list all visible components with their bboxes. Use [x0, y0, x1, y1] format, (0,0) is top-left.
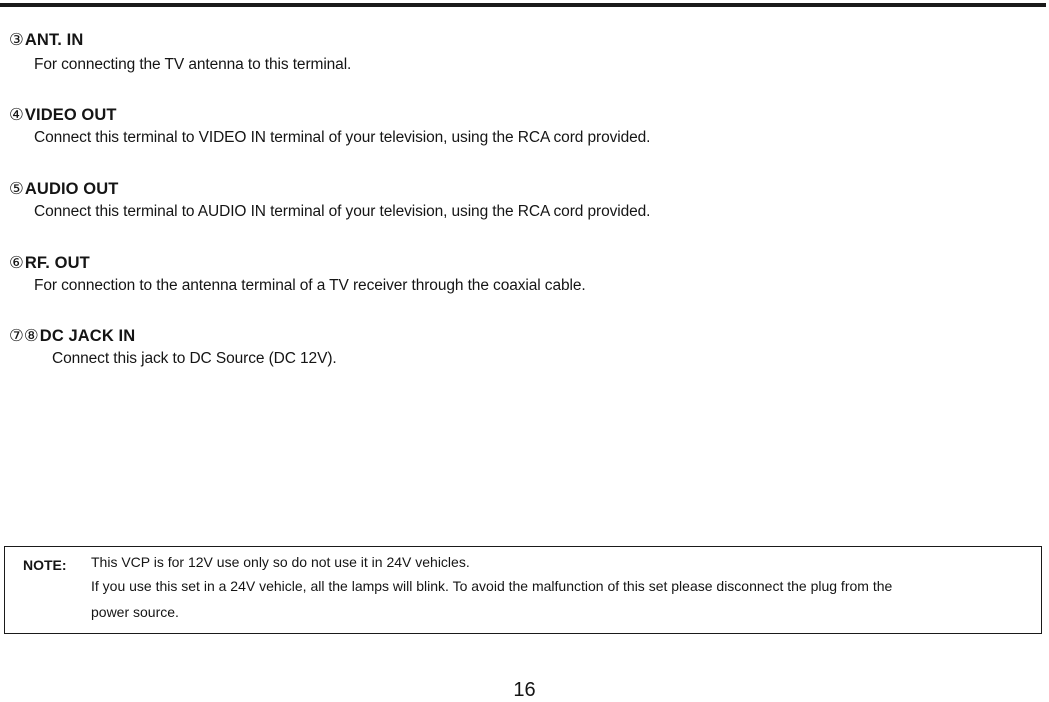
- section-number-5: ⑤: [9, 180, 24, 198]
- section-body-ant-in: For connecting the TV antenna to this terminal.: [34, 56, 352, 73]
- section-number-7-8: ⑦⑧: [9, 327, 39, 345]
- section-body-rf-out: For connection to the antenna terminal of a TV receiver through the coaxial cable.: [34, 277, 586, 294]
- note-line-1: This VCP is for 12V use only so do not use it in 24V vehicles.: [91, 554, 470, 570]
- note-line-2: If you use this set in a 24V vehicle, all the lamps will blink. To avoid the malfunction of this set please disconnect the plug from the: [91, 578, 893, 594]
- note-line-3: power source.: [91, 604, 179, 620]
- section-title-ant-in: ANT. IN: [24, 31, 84, 49]
- page-number: 16: [513, 679, 536, 701]
- section-number-4: ④: [9, 106, 24, 124]
- note-box: [4, 546, 1042, 634]
- section-heading-audio-out: [9, 179, 118, 199]
- section-number-6: ⑥: [9, 254, 24, 272]
- section-heading-dc-jack-in: [9, 326, 135, 346]
- section-heading-video-out: [9, 105, 117, 125]
- section-heading-ant-in: [9, 30, 83, 50]
- section-body-dc-jack-in: Connect this jack to DC Source (DC 12V).: [52, 350, 337, 367]
- section-number-3: ③: [9, 31, 24, 49]
- section-title-audio-out: AUDIO OUT: [24, 180, 119, 198]
- top-rule: [0, 3, 1046, 7]
- section-title-dc-jack-in: DC JACK IN: [39, 327, 136, 345]
- note-label: NOTE:: [23, 557, 67, 573]
- section-title-video-out: VIDEO OUT: [24, 106, 117, 124]
- section-body-video-out: Connect this terminal to VIDEO IN terminal of your television, using the RCA cord provided.: [34, 129, 651, 146]
- section-body-audio-out: Connect this terminal to AUDIO IN terminal of your television, using the RCA cord provided.: [34, 203, 651, 220]
- section-title-rf-out: RF. OUT: [24, 254, 90, 272]
- section-heading-rf-out: [9, 253, 90, 273]
